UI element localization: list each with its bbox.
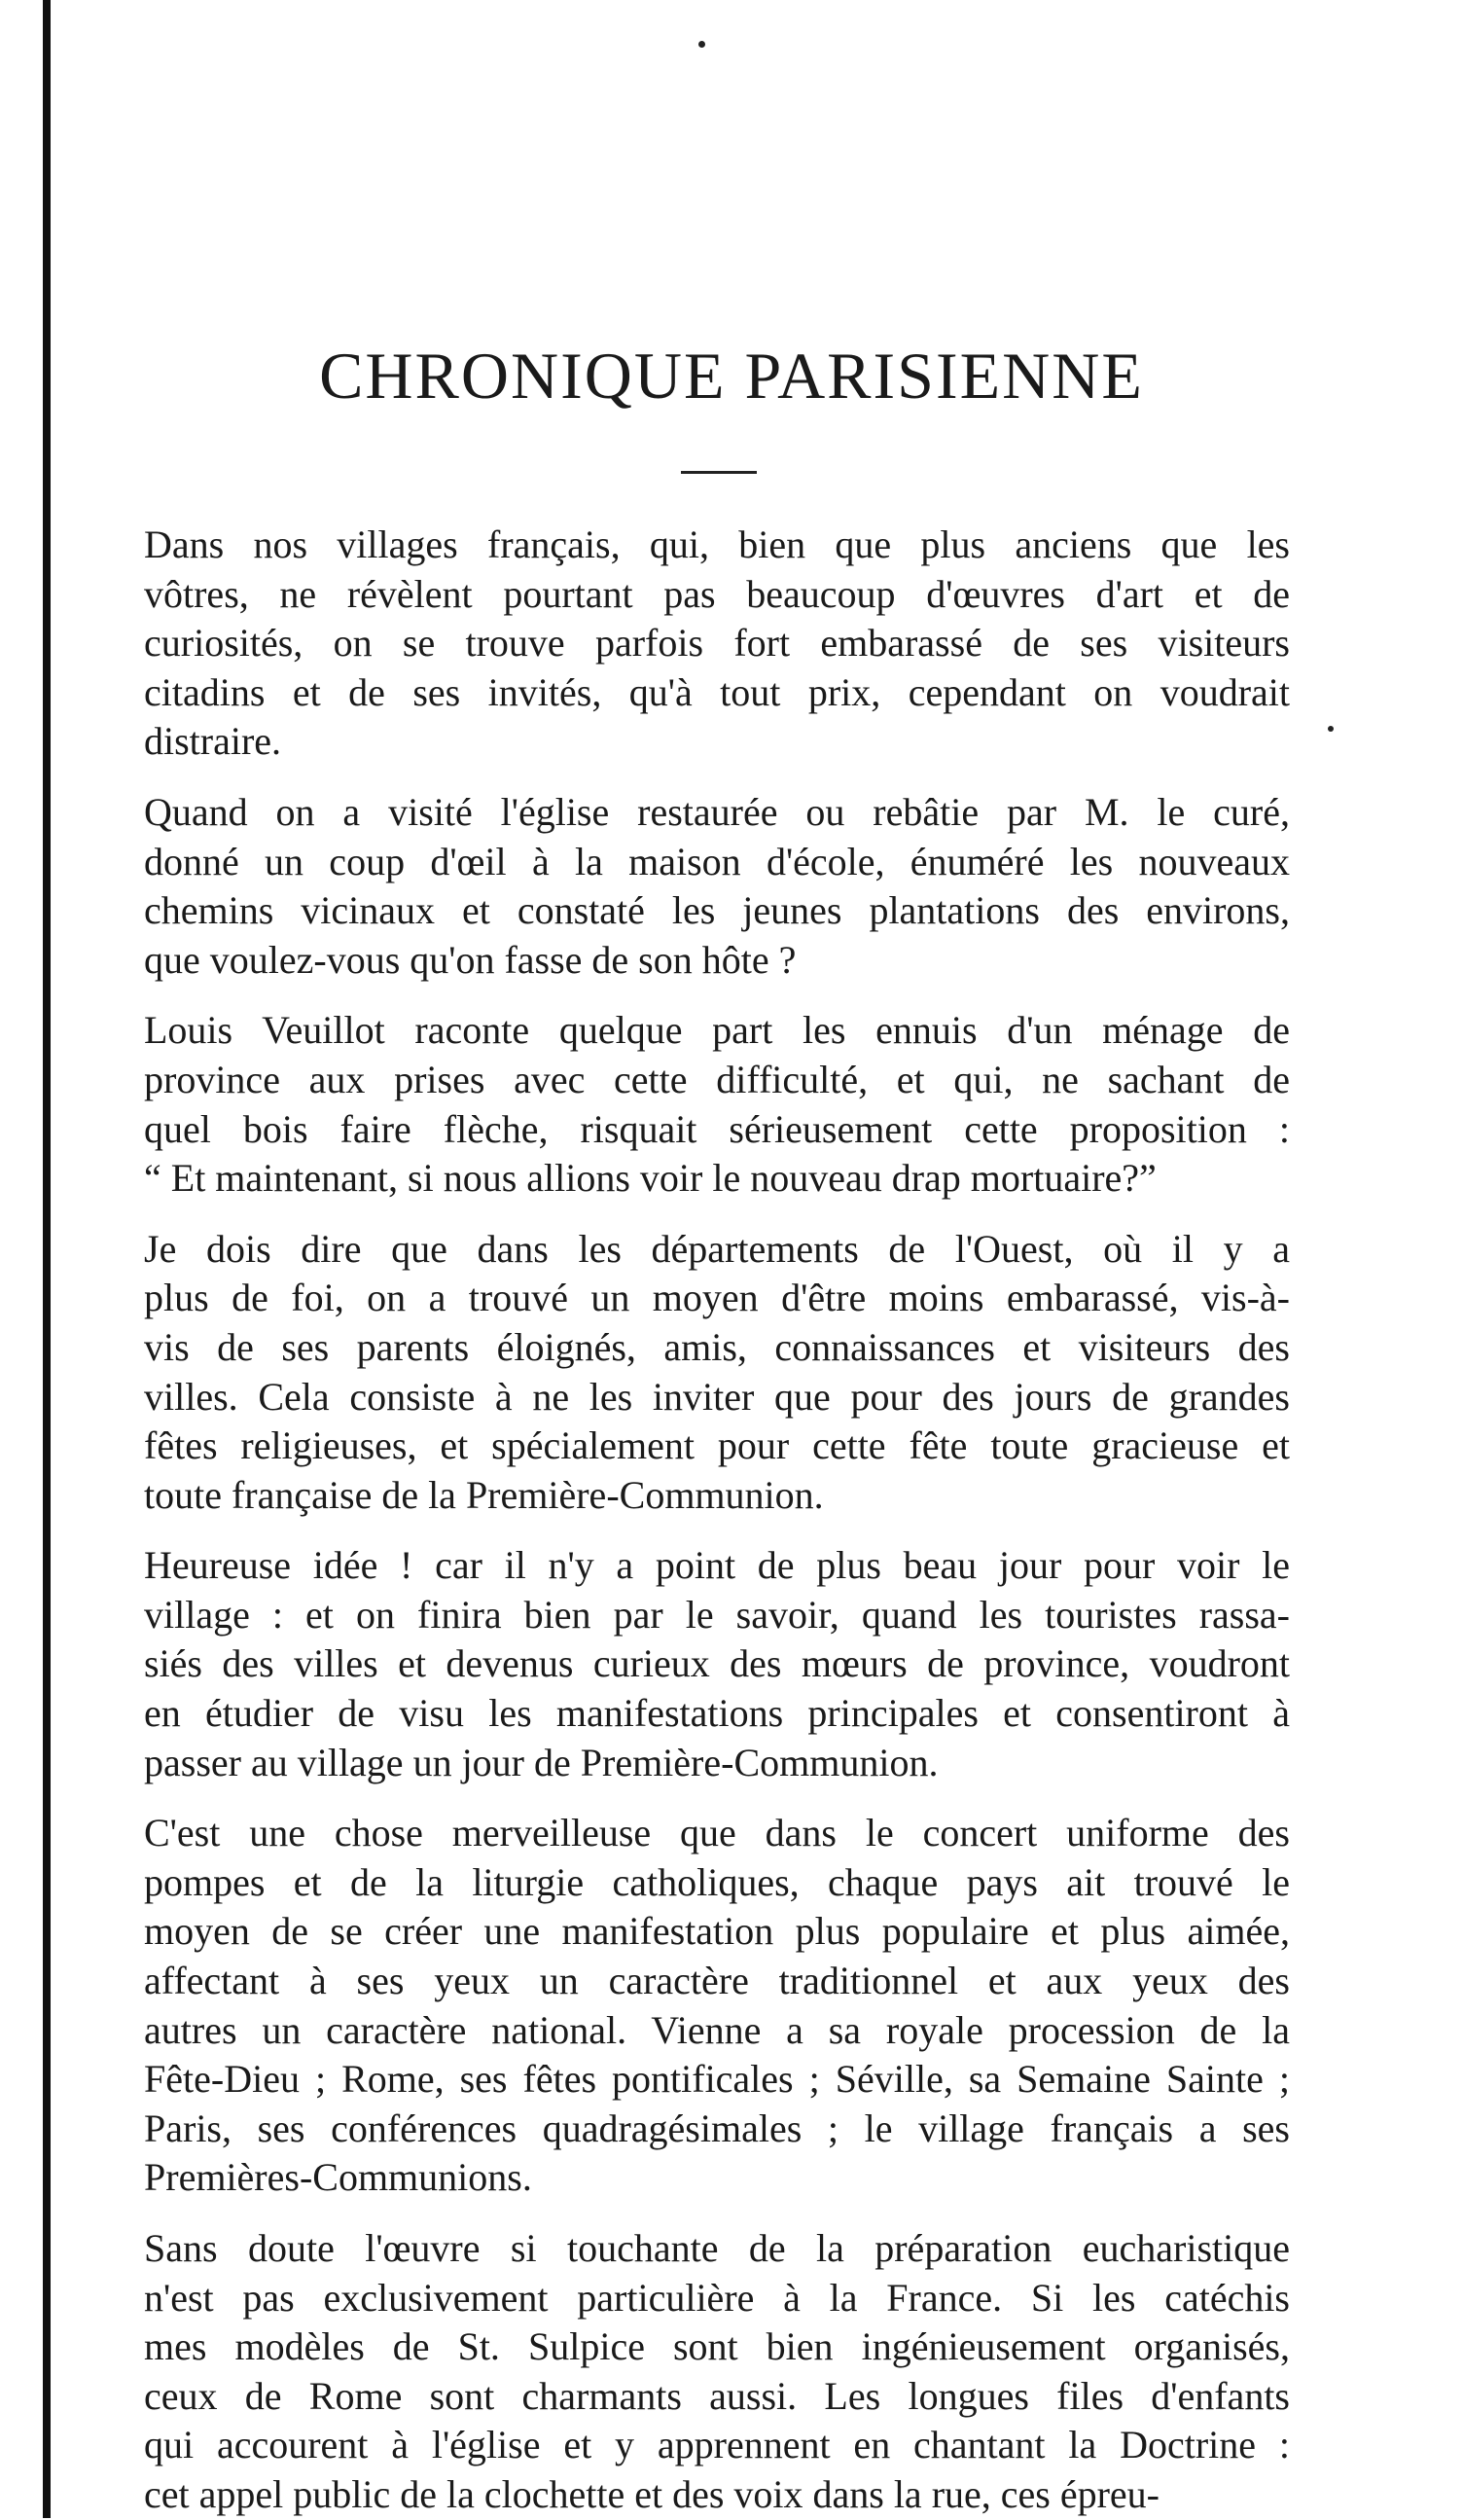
paragraph bbox=[144, 1225, 1290, 1521]
text-line: autres un caractère national. Vienne a sa royale procession de la bbox=[144, 2007, 1290, 2052]
ink-speck bbox=[698, 41, 705, 48]
text-line: Louis Veuillot raconte quelque part les ennuis d'un ménage de bbox=[144, 1008, 1290, 1053]
text-line: Quand on a visité l'église restaurée ou rebâtie par M. le curé, bbox=[144, 789, 1290, 834]
text-line: plus de foi, on a trouvé un moyen d'être moins embarassé, vis-à- bbox=[144, 1276, 1290, 1320]
text-line: C'est une chose merveilleuse que dans le concert uniforme des bbox=[144, 1811, 1290, 1855]
text-line: moyen de se créer une manifestation plus populaire et plus aimée, bbox=[144, 1909, 1290, 1954]
text-line: n'est pas exclusivement particulière à la France. Si les catéchis bbox=[144, 2275, 1290, 2320]
text-line: Heureuse idée ! car il n'y a point de plus beau jour pour voir le bbox=[144, 1543, 1290, 1588]
page-title: CHRONIQUE PARISIENNE bbox=[319, 339, 1144, 413]
text-line: Premières-Communions. bbox=[144, 2155, 532, 2200]
text-line: citadins et de ses invités, qu'à tout prix, cependant on voudrait bbox=[144, 669, 1290, 714]
text-line: Je dois dire que dans les départements de l'Ouest, où il y a bbox=[144, 1226, 1290, 1271]
text-line: affectant à ses yeux un caractère traditionnel et aux yeux des bbox=[144, 1959, 1290, 2003]
paragraph bbox=[144, 2224, 1290, 2520]
text-line: Fête-Dieu ; Rome, ses fêtes pontificales ; Séville, sa Semaine Sainte ; bbox=[144, 2057, 1290, 2102]
paragraph bbox=[144, 788, 1290, 985]
text-line: distraire. bbox=[144, 719, 282, 764]
paragraph bbox=[144, 1541, 1290, 1787]
title-rule bbox=[681, 471, 757, 474]
text-line: ceux de Rome sont charmants aussi. Les longues files d'enfants bbox=[144, 2373, 1290, 2418]
text-line: Dans nos villages français, qui, bien que plus anciens que les bbox=[144, 522, 1290, 566]
text-line: quel bois faire flèche, risquait sérieusement cette proposition : bbox=[144, 1106, 1290, 1151]
paragraph bbox=[144, 521, 1290, 767]
text-line: vis de ses parents éloignés, amis, connaissances et visiteurs des bbox=[144, 1324, 1290, 1369]
text-line: mes modèles de St. Sulpice sont bien ingénieusement organisés, bbox=[144, 2324, 1290, 2369]
paragraph bbox=[144, 1006, 1290, 1203]
text-line: donné un coup d'œil à la maison d'école, énuméré les nouveaux bbox=[144, 839, 1290, 883]
text-line: qui accourent à l'église et y apprennent en chantant la Doctrine : bbox=[144, 2423, 1290, 2467]
text-line: en étudier de visu les manifestations principales et consentiront à bbox=[144, 1691, 1290, 1736]
article-body bbox=[144, 521, 1290, 2520]
text-line: pompes et de la liturgie catholiques, chaque pays ait trouvé le bbox=[144, 1859, 1290, 1904]
text-line: “ Et maintenant, si nous allions voir le nouveau drap mortuaire?” bbox=[144, 1156, 1157, 1201]
text-line: province aux prises avec cette difficulté, et qui, ne sachant de bbox=[144, 1057, 1290, 1101]
text-line: village : et on finira bien par le savoir, quand les touristes rassa- bbox=[144, 1592, 1290, 1637]
text-line: Paris, ses conférences quadragésimales ; le village français a ses bbox=[144, 2106, 1290, 2150]
text-line: villes. Cela consiste à ne les inviter que pour des jours de grandes bbox=[144, 1374, 1290, 1419]
text-line: cet appel public de la clochette et des voix dans la rue, ces épreu- bbox=[144, 2471, 1160, 2516]
ink-speck bbox=[1328, 726, 1334, 732]
text-line: toute française de la Première-Communion. bbox=[144, 1472, 824, 1517]
text-line: que voulez-vous qu'on fasse de son hôte ? bbox=[144, 937, 797, 982]
paragraph bbox=[144, 1809, 1290, 2203]
text-line: siés des villes et devenus curieux des mœurs de province, voudront bbox=[144, 1641, 1290, 1686]
text-line: curiosités, on se trouve parfois fort embarassé de ses visiteurs bbox=[144, 621, 1290, 666]
text-line: fêtes religieuses, et spécialement pour cette fête toute gracieuse et bbox=[144, 1423, 1290, 1468]
text-line: Sans doute l'œuvre si touchante de la préparation eucharistique bbox=[144, 2226, 1290, 2270]
text-line: passer au village un jour de Première-Communion. bbox=[144, 1740, 939, 1784]
text-line: chemins vicinaux et constaté les jeunes plantations des environs, bbox=[144, 888, 1290, 933]
text-line: vôtres, ne révèlent pourtant pas beaucoup d'œuvres d'art et de bbox=[144, 571, 1290, 616]
